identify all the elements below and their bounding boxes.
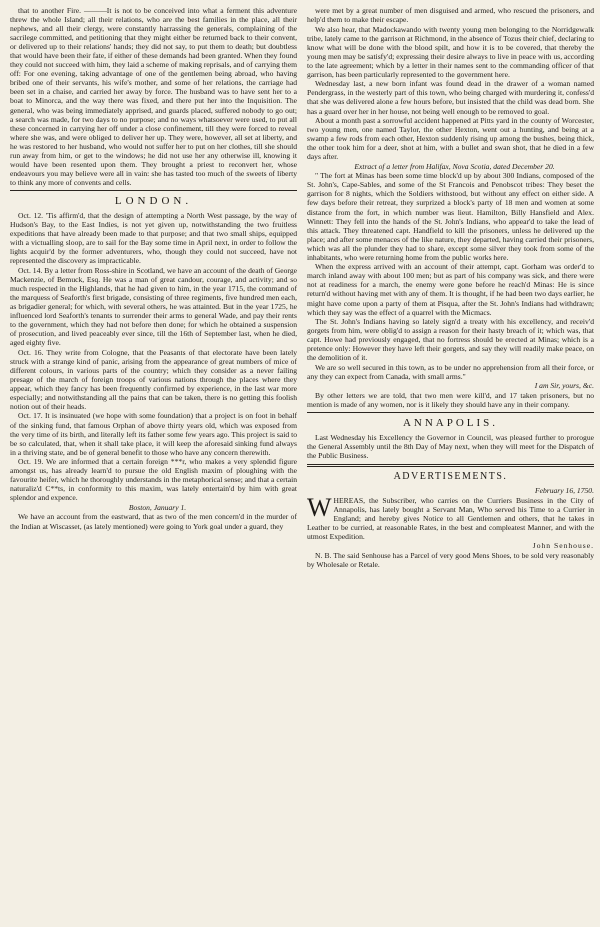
left-column [10,6,297,927]
ad-body-paragraph [307,492,594,541]
london-paragraph-3: Oct. 16. They write from Cologne, that the Peasants of that electorate have been lately struck with a strange kind of panic, arising from the appearance of great numbers of mice of different colours, in various parts of the country; which they consider as a never failing presage of the march of foreign troops of various nations through the places where they appear, which they fancy has been frequently confirmed by experience, in the last war more especially; and notwithstanding all the pains that can be taken, there is no getting this foolish notion out of their heads. [10,347,297,411]
ad-dropcap: W [307,492,332,522]
boston-paragraph: We have an account from the eastward, that as two of the men concern'd in the murder of the Indian at Wiscasset, (as lately mentioned) were going to York goal under a guard, they [10,512,297,531]
halifax-signoff: I am Sir, yours, &c. [534,381,594,391]
section-rule [10,190,297,191]
halifax-paragraph-3: The St. John's Indians having so lately sign'd a treaty with his excellency, and receiv'd gorgets from him, were oblig'd to assign a reason for their hasty breach of it; which was, that capt. Howe had previously engaged, that no fortress should be erected at Minas; which is a pretence only: However they have left their gorgets, and say they will readily make peace, on the demolition of it. [307,317,594,363]
letters-paragraph: By other letters we are told, that two men were kill'd, and 17 taken prisoners, but no mention is made of any women, nor is it likely they should have any in their company. [307,390,594,410]
ad-date: February 16, 1750. [534,486,594,496]
ad-body: HEREAS, the Subscriber, who carries on the Curriers Business in the City of Annapolis, has lately bought a Servant Man, Who served his Time to a Currier in England; and hereby gives Notice to all Gentlemen and others, that he takes in Leather to be curried, at reasonable Rates, in the best and compleatest Manner, and with the utmost Expedition. [307,495,594,541]
halifax-heading: Extract of a letter from Halifax, Nova Scotia, dated December 20. [354,161,555,171]
advertisements-rule [307,464,594,467]
annapolis-heading: ANNAPOLIS. [402,417,499,430]
continuation-paragraph-3: Wednesday last, a new born infant was found dead in the drawer of a woman named Pendergrass, in the westerly part of this town, who being charged with murdering it, confess'd that she was delivered alone a few hours before, but insisted that the child was dead born. She has a guard over her in her house, not being well enough to be removed to goal. [307,79,594,116]
london-paragraph-2: Oct. 14. By a letter from Ross-shire in Scotland, we have an account of the death of George Mackenzie, of Bemuck, Esq. He was a man of great candour, courage, and activity; and so much respected in the Highlands, that he had given to him, in the year 1715, the command of the marquess of Seaforth's first brigade, consisting of three regiments, five hundred men each, as brigadier general; for which, with several others, he was attainted. But in the year 1725, he influenced lord Seaforth's tenants to surrender their arms to general Wade, and pay their rents to the government, which they had not before then done; for which he obtained a suspension of prosecution, and lived peaceably ever since, till the 16th of September last, when he died, aged eighty five. [10,265,297,348]
london-paragraph-1: Oct. 12. 'Tis affirm'd, that the design of attempting a North West passage, by the way of Hudson's Bay, to the East Indies, is not yet given up, notwithstanding the two fruitless expeditions that have already been made to that purpose; and that two small ships, equipped with a victualling sloop, are to sail for the Bay some time in April next, in order to follow the lights acquir'd by the former adventurers, who, though they could not succeed, have not represented the discovery as impracticable. [10,210,297,266]
ad-note: N. B. The said Senhouse has a Parcel of very good Mens Shoes, to be sold very reasonably by Wholesale or Retale. [307,551,594,570]
continuation-paragraph-1: were met by a great number of men disguised and armed, who rescued the prisoners, and help'd them to make their escape. [307,6,594,25]
continuation-paragraph-4: About a month past a sorrowful accident happened at Pitts yard in the county of Worcester, two young men, one named Taylor, the other Hexton, went out a hunting, and being at a swamp a few rods from each other, Hexton suddenly rising up among the bushes, being thick, the other took him for a deer, shot at him, with a bullet and swan shot, that he died in a few days after. [307,116,594,162]
halifax-paragraph-4: We are so well secured in this town, as to be under no apprehension from all their force, or any they can expect from Canada, with small arms." [307,362,594,381]
london-paragraph-5: Oct. 19. We are informed that a certain foreign ***r, who makes a very splendid figure amongst us, has already learn'd to pursue the old English maxim of ploughing with the favourite heifer, which he thoroughly understands in the metaphorical sense; and that a certain naturaliz'd C**ts, in conformity to this maxim, was lately entertain'd by him with great splendor and expence. [10,457,297,503]
london-heading: LONDON. [114,194,193,207]
annapolis-paragraph: Last Wednesday his Excellency the Governor in Council, was pleased further to prorogue the General Assembly until the 8th Day of May next, when they will meet for the Dispatch of the Public Business. [307,433,594,461]
continuation-paragraph-2: We also hear, that Madockawando with twenty young men belonging to the Norridgewalk tribe, lately came to the garrison at Richmond, in the absence of Tozus their chief, declaring to know what will be done with the blood spilt, and how it is to be covered, that thereby the young men may be satisfy'd; expressing their desire always to live in peace with us, according to the late agreement; which by a letter in their names sent to the commanding officer of that garrison, has been particularly represented to the government here. [307,24,594,79]
boston-dateline: Boston, January 1. [128,502,187,512]
section-rule [307,412,594,413]
london-paragraph-4: Oct. 17. It is insinuated (we hope with some foundation) that a project is on foot in behalf of the sinking fund, that famous Orphan of above thirty years old, which was exposed from the very time of its birth, and literally left its father some few years ago. This project is said to be so calculated, that, when it shall take place, it will keep the aforesaid sinking fund always in a thriving state, and be of general benefit to those who have any concern therewith. [10,411,297,457]
advertisements-heading: ADVERTISEMENTS. [393,471,508,483]
ad-signature: John Senhouse. [532,541,594,551]
right-column [307,6,594,927]
intro-paragraph: that to another Fire. ———It is not to be conceived into what a ferment this adventure threw the whole Island; all their relations, who are the best families in the place, all their nephews, and all their clergy, were constantly harrassing the generals, complaining of the sacrilege committed, and petitioning that they might either be returned back to their convent, or delivered up to their relations' hands; they did not say, to put them to death; but doubtless that would have been their fate, if either of these demands had been granted. When they found they could not succeed with him, they laid a scheme of making reprisals, and of carrying them off: For one evening, taking advantage of one of the gentlemen being abroad, who having bribed one of their servants, his wife's mother, and some of her relations, the carriage had been set in a chaise, and carried her away by force. The husband was to have sent her to a boat to Minorca, and the way there was fixed, and there put her into the Inquisition. The general, who was being immediately apprised, and guards placed, suffered nobody to go out; a search was made, for two days to no purpose; and no ways whatsoever were used, to put all these concerned in carrying her off under a close confinement, till they were forced to reveal where she was, and were obliged to deliver her up. They were, however, all set at liberty, and he was restored to her husband, who would not suffer her to put on her clothes, till she should run away from him, or get to the windows; he did not use her any otherwise ill, knowing it would have been resented upon them. They brought a priest to reconvert her, whose endeavours you may believe were all in vain: she has tasted too much of the sweets of liberty to think any more of convents and cells. [10,6,297,187]
halifax-paragraph-2: When the express arrived with an account of their attempt, capt. Gorham was order'd to march inland away with about 100 men; but as part of his company was sick, and there were not at readiness for a march, the enemy were gone before he reach'd Minas: He is since return'd without having met with any of them. It is thought, if he had been two days earlier, he might have come upon a party of them at Pisqua, after the St. John's Indians had withdrawn; which they say was the effect of a quarrel with the Micmacs. [307,262,594,317]
halifax-paragraph-1: " The fort at Minas has been some time block'd up by about 300 Indians, composed of the St. John's, Cape-Sables, and some of the St Francois and Penobscot tribes: They beset the garrison for 8 nights, which the Soldiers withstood, but without any effect on either side. A few days before their retreat, they surprized a block's party of 18 men and women at some distance from the fort, in which number was lieut. Hamilton, Billy Hansfield and Alex. Winnett: They fell into the hands of the St. John's Indians, who appear'd to take the lead of this attack. They threatened capt. Handfield to kill the prisoners, unless he delivered up the place; and after some menaces of the like nature, they departed, having carried their prisoners, which was all the plunder they had to share, except some silver they took from some of the inhabitants, who were returning home from the public works here. [307,171,594,262]
